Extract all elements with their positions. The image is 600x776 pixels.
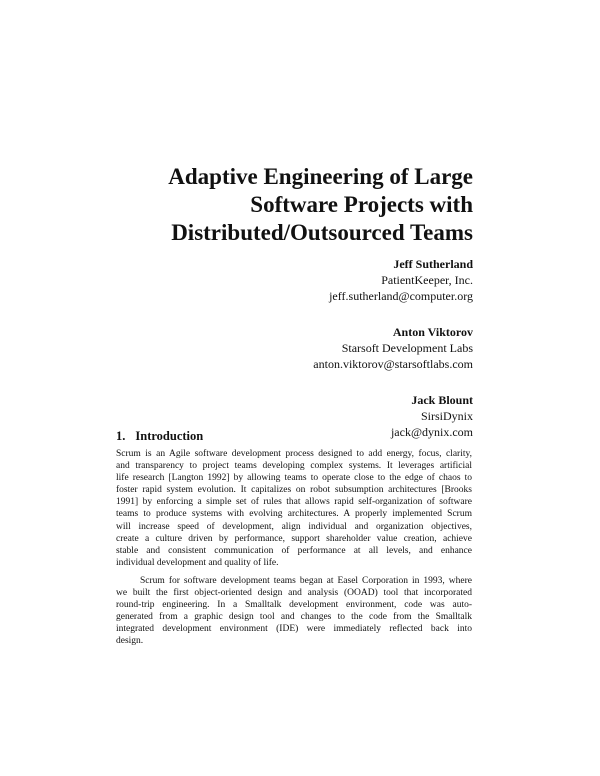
author-name: Jeff Sutherland xyxy=(393,257,473,271)
paragraph-line: Scrum for software development teams began at Easel Corporation in 1993, where xyxy=(140,576,472,586)
paragraph-line: teams to produce systems with evolving architectures. A properly implemented Scrum xyxy=(116,509,472,520)
author-affiliation: SirsiDynix xyxy=(420,409,473,423)
paper-title xyxy=(93,163,473,247)
author-block xyxy=(173,392,473,440)
author-list xyxy=(173,256,473,460)
paragraph-line: life research [Langton 1992] by allowing teams to operate close to the edge of chaos to xyxy=(116,473,472,484)
body-paragraph xyxy=(116,575,472,648)
author-block xyxy=(173,256,473,304)
paragraph-line: we built the first object-oriented design and analysis (OOAD) tool that incorporated xyxy=(116,588,472,599)
title-line: Adaptive Engineering of Large xyxy=(168,164,473,189)
paragraph-line: will increase speed of development, align individual and organization objectives, xyxy=(116,521,472,532)
author-name: Jack Blount xyxy=(411,393,473,407)
section-heading xyxy=(116,429,203,444)
paragraph-line: round-trip engineering. In a Smalltalk development environment, code was auto- xyxy=(116,600,472,611)
paragraph-line: integrated development environment (IDE) were immediately reflected back into xyxy=(116,624,472,635)
title-line: Software Projects with xyxy=(250,192,473,217)
author-affiliation: PatientKeeper, Inc. xyxy=(381,273,473,287)
author-block xyxy=(173,324,473,372)
body-paragraph xyxy=(116,448,472,569)
author-name: Anton Viktorov xyxy=(392,325,473,339)
author-email: anton.viktorov@starsoftlabs.com xyxy=(313,357,473,371)
section-title: Introduction xyxy=(135,429,204,443)
paragraph-line: stable and consistent communication of performance at all levels, and enhance xyxy=(116,545,472,556)
title-line: Distributed/Outsourced Teams xyxy=(171,220,473,245)
section-number: 1. xyxy=(116,429,126,443)
author-email: jeff.sutherland@computer.org xyxy=(329,289,473,303)
paragraph-line: and transparency to project teams developing complex systems. It leverages artificial xyxy=(116,461,472,472)
paragraph-line: foster rapid system evolution. It capitalizes on robot subsumption architectures [Brooks xyxy=(116,485,472,496)
paragraph-line: create a culture driven by performance, support shareholder value creation, achieve xyxy=(116,533,472,544)
paragraph-line: 1991] by enforcing a simple set of rules that allows rapid self-organization of software xyxy=(116,497,472,508)
paragraph-line: individual development and quality of life. xyxy=(116,557,279,568)
paragraph-line: design. xyxy=(116,636,144,647)
paragraph-line: Scrum is an Agile software development process designed to add energy, focus, clarity, xyxy=(116,449,472,459)
author-affiliation: Starsoft Development Labs xyxy=(341,341,473,355)
author-email: jack@dynix.com xyxy=(390,425,473,439)
paragraph-line: generated from a graphic design tool and changes to the code from the Smalltalk xyxy=(116,612,472,623)
